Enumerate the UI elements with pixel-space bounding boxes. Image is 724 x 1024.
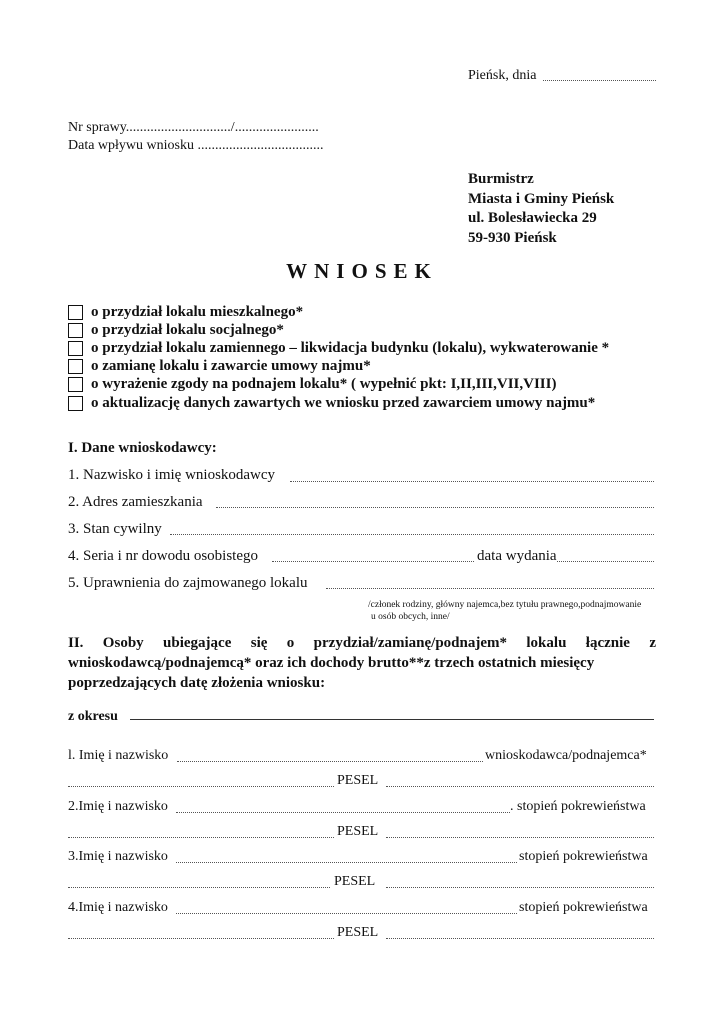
person-name-label: 2.Imię i nazwisko bbox=[68, 799, 168, 814]
id-series-field[interactable] bbox=[272, 561, 474, 562]
checkbox[interactable] bbox=[68, 341, 83, 356]
page-title: WNIOSEK bbox=[286, 259, 438, 283]
option-label: o przydział lokalu socjalnego* bbox=[91, 322, 284, 338]
option-row bbox=[68, 340, 609, 357]
section2-heading-line: II. Osoby ubiegające się o przydział/zamianę/podnajem* lokalu łącznie bbox=[68, 635, 630, 651]
person-income-field[interactable] bbox=[68, 887, 330, 888]
case-number-label[interactable]: Nr sprawy............................../........................ bbox=[68, 120, 319, 135]
person-name-field[interactable] bbox=[176, 913, 517, 914]
addressee-line: 59-930 Pieńsk bbox=[468, 229, 557, 246]
addressee-line: Miasta i Gminy Pieńsk bbox=[468, 190, 615, 207]
checkbox[interactable] bbox=[68, 359, 83, 374]
period-label: z okresu bbox=[68, 709, 118, 724]
option-label: o przydział lokalu zamiennego – likwidacja budynku (lokalu), wykwaterowanie * bbox=[91, 340, 610, 356]
person-income-field[interactable] bbox=[68, 837, 334, 838]
date-field[interactable] bbox=[543, 80, 656, 81]
entitlement-field[interactable] bbox=[326, 588, 654, 589]
person-name-label: l. Imię i nazwisko bbox=[68, 748, 169, 763]
option-row bbox=[68, 304, 303, 321]
checkbox[interactable] bbox=[68, 323, 83, 338]
pesel-field[interactable] bbox=[386, 786, 654, 787]
pesel-label: PESEL bbox=[334, 874, 376, 889]
person-income-field[interactable] bbox=[68, 938, 334, 939]
option-label: o zamianę lokalu i zawarcie umowy najmu* bbox=[91, 358, 371, 374]
entitlement-note bbox=[368, 599, 641, 623]
received-date-label[interactable]: Data wpływu wniosku .................................... bbox=[68, 138, 324, 153]
pesel-label: PESEL bbox=[337, 925, 379, 940]
note-line: u osób obcych, inne/ bbox=[371, 612, 450, 622]
section1-heading: I. Dane wnioskodawcy: bbox=[68, 440, 217, 456]
period-field[interactable] bbox=[130, 719, 654, 720]
surname-label: 1. Nazwisko i imię wnioskodawcy bbox=[68, 467, 276, 483]
option-row bbox=[68, 395, 595, 412]
entitlement-label: 5. Uprawnienia do zajmowanego lokalu bbox=[68, 575, 308, 591]
pesel-label: PESEL bbox=[337, 773, 379, 788]
addressee-line: Burmistrz bbox=[468, 171, 534, 187]
person-relation-label: wnioskodawca/podnajemca* bbox=[485, 748, 647, 763]
person-name-field[interactable] bbox=[177, 761, 483, 762]
issue-date-label: data wydania bbox=[477, 548, 557, 564]
option-row bbox=[68, 358, 371, 375]
person-name-field[interactable] bbox=[176, 862, 517, 863]
section2-heading-line: poprzedzających datę złożenia wniosku: bbox=[68, 675, 326, 691]
option-row bbox=[68, 376, 556, 393]
person-relation-label: stopień pokrewieństwa bbox=[519, 849, 648, 864]
section2-heading bbox=[68, 633, 656, 693]
checkbox[interactable] bbox=[68, 377, 83, 392]
address-label: 2. Adres zamieszkania bbox=[68, 494, 203, 510]
pesel-field[interactable] bbox=[386, 887, 654, 888]
marital-status-field[interactable] bbox=[170, 534, 654, 535]
person-name-label: 4.Imię i nazwisko bbox=[68, 900, 168, 915]
pesel-label: PESEL bbox=[337, 824, 379, 839]
checkbox[interactable] bbox=[68, 396, 83, 411]
option-label: o wyrażenie zgody na podnajem lokalu* ( wypełnić pkt: I,II,III,VII,VIII) bbox=[91, 376, 557, 392]
option-row bbox=[68, 322, 284, 339]
issue-date-field[interactable] bbox=[557, 561, 654, 562]
person-name-label: 3.Imię i nazwisko bbox=[68, 849, 168, 864]
section2-heading-line: z wnioskodawcą/podnajemcą* oraz ich dochody brutto**z trzech ostatnich miesięcy bbox=[68, 635, 657, 671]
person-name-field[interactable] bbox=[176, 812, 510, 813]
marital-status-label: 3. Stan cywilny bbox=[68, 521, 162, 537]
place-date-label: Pieńsk, dnia bbox=[468, 68, 537, 83]
pesel-field[interactable] bbox=[386, 837, 654, 838]
option-label: o przydział lokalu mieszkalnego* bbox=[91, 304, 304, 320]
option-label: o aktualizację danych zawartych we wniosku przed zawarciem umowy najmu* bbox=[91, 395, 596, 411]
addressee-block bbox=[468, 170, 614, 248]
person-relation-label: . stopień pokrewieństwa bbox=[510, 799, 646, 814]
address-field[interactable] bbox=[216, 507, 654, 508]
checkbox[interactable] bbox=[68, 305, 83, 320]
person-income-field[interactable] bbox=[68, 786, 334, 787]
person-relation-label: stopień pokrewieństwa bbox=[519, 900, 648, 915]
pesel-field[interactable] bbox=[386, 938, 654, 939]
id-series-label: 4. Seria i nr dowodu osobistego bbox=[68, 548, 258, 564]
addressee-line: ul. Bolesławiecka 29 bbox=[468, 210, 597, 226]
surname-field[interactable] bbox=[290, 481, 654, 482]
note-line: /członek rodziny, główny najemca,bez tytułu prawnego,podnajmowanie bbox=[368, 600, 642, 610]
